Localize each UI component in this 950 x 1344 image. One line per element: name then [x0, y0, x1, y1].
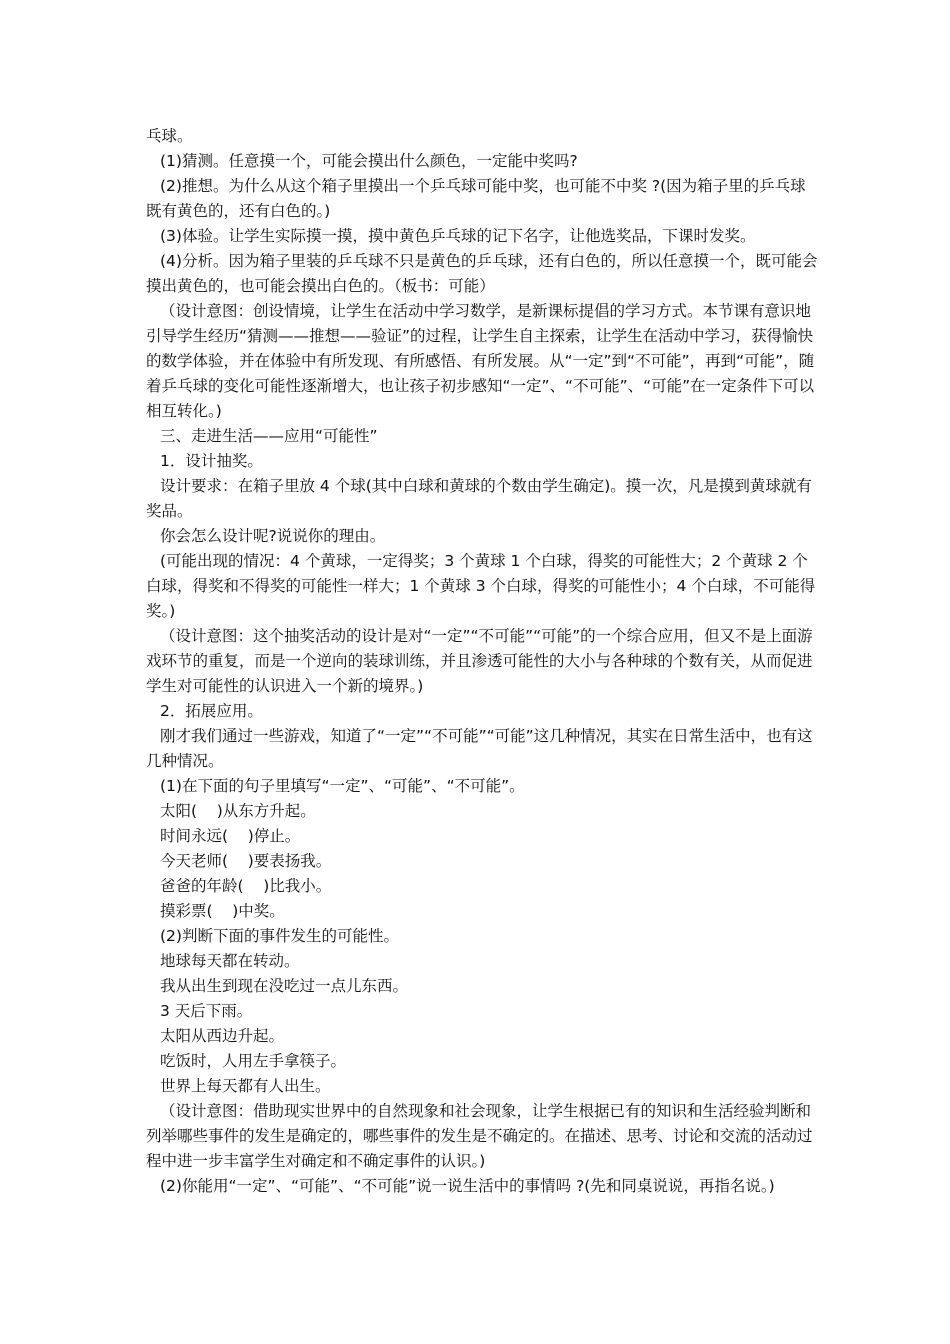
paragraph-possible-cases: (可能出现的情况：4 个黄球，一定得奖；3 个黄球 1 个白球，得奖的可能性大；2 个黄球 2 个白球，得奖和不得奖的可能性一样大；1 个黄球 3 个白球，得奖的可能性小；4 个白球，不可能得奖。)	[146, 552, 816, 620]
section-heading-apply: 三、走进生活——应用“可能性”	[160, 427, 378, 445]
paragraph-analysis: (4)分析。因为箱子里装的乒乓球不只是黄色的乒乓球，还有白色的，所以任意摸一个，既可能会摸出黄色的，也可能会摸出白色的。（板书：可能）	[146, 252, 818, 295]
paragraph-judge-instruction: (2)判断下面的事件发生的可能性。	[160, 927, 399, 945]
paragraph-question: 你会怎么设计呢?说说你的理由。	[160, 527, 386, 545]
paragraph-guess: (1)猜测。任意摸一个，可能会摸出什么颜色，一定能中奖吗?	[160, 152, 578, 170]
subheading-extended-application: 2．拓展应用。	[160, 702, 263, 720]
fill-item-time: 时间永远( )停止。	[160, 827, 301, 845]
paragraph-life-situations: 刚才我们通过一些游戏，知道了“一定”“不可能”“可能”这几种情况，其实在日常生活中，也有这几种情况。	[146, 727, 813, 770]
judge-item-chopsticks: 吃饭时，人用左手拿筷子。	[160, 1052, 347, 1070]
paragraph-reason: (2)推想。为什么从这个箱子里摸出一个乒乓球可能中奖，也可能不中奖 ?(因为箱子里的乒乓球既有黄色的，还有白色的。)	[146, 177, 806, 220]
paragraph-speak-task: (2)你能用“一定”、“可能”、“不可能”说一说生活中的事情吗 ?(先和同桌说说，再指名说。)	[160, 1177, 775, 1195]
paragraph-design-intent-2: （设计意图：这个抽奖活动的设计是对“一定”“不可能”“可能”的一个综合应用，但又不是上面游戏环节的重复，而是一个逆向的装球训练，并且渗透可能性的大小与各种球的个数有关，从而促进学生对可能性的认识进入一个新的境界。)	[146, 627, 813, 695]
judge-item-sun-west: 太阳从西边升起。	[160, 1027, 285, 1045]
paragraph-design-requirement: 设计要求：在箱子里放 4 个球(其中白球和黄球的个数由学生确定)。摸一次，凡是摸到黄球就有奖品。	[146, 477, 812, 520]
paragraph-intro-fragment: 乓球。	[146, 127, 193, 145]
fill-item-sun: 太阳( )从东方升起。	[160, 802, 316, 820]
judge-item-earth: 地球每天都在转动。	[160, 952, 300, 970]
subheading-lottery-design: 1．设计抽奖。	[160, 452, 263, 470]
paragraph-design-intent-1: （设计意图：创设情境，让学生在活动中学习数学，是新课标提倡的学习方式。本节课有意识地引导学生经历“猜测——推想——验证”的过程，让学生自主探索，让学生在活动中学习，获得愉快的数学体验，并在体验中有所发现、有所感悟、有所发展。从“一定”到“不可能”，再到“可能”，随着乒乓球的变化可能性逐渐增大，也让孩子初步感知“一定”、“不可能”、“可能”在一定条件下可以相互转化。)	[146, 302, 815, 420]
fill-item-teacher: 今天老师( )要表扬我。	[160, 852, 332, 870]
judge-item-rain: 3 天后下雨。	[160, 1002, 253, 1020]
fill-item-dad-age: 爸爸的年龄( )比我小。	[160, 877, 332, 895]
judge-item-eating: 我从出生到现在没吃过一点儿东西。	[160, 977, 409, 995]
document-page	[146, 124, 818, 1199]
fill-item-lottery: 摸彩票( )中奖。	[160, 902, 285, 920]
paragraph-fill-in-instruction: (1)在下面的句子里填写“一定”、“可能”、“不可能”。	[160, 777, 525, 795]
paragraph-design-intent-3: （设计意图：借助现实世界中的自然现象和社会现象，让学生根据已有的知识和生活经验判断和列举哪些事件的发生是确定的，哪些事件的发生是不确定的。在描述、思考、讨论和交流的活动过程中进一步丰富学生对确定和不确定事件的认识。)	[146, 1102, 813, 1170]
paragraph-experience: (3)体验。让学生实际摸一摸，摸中黄色乒乓球的记下名字，让他选奖品，下课时发奖。	[160, 227, 756, 245]
judge-item-birth: 世界上每天都有人出生。	[160, 1077, 331, 1095]
